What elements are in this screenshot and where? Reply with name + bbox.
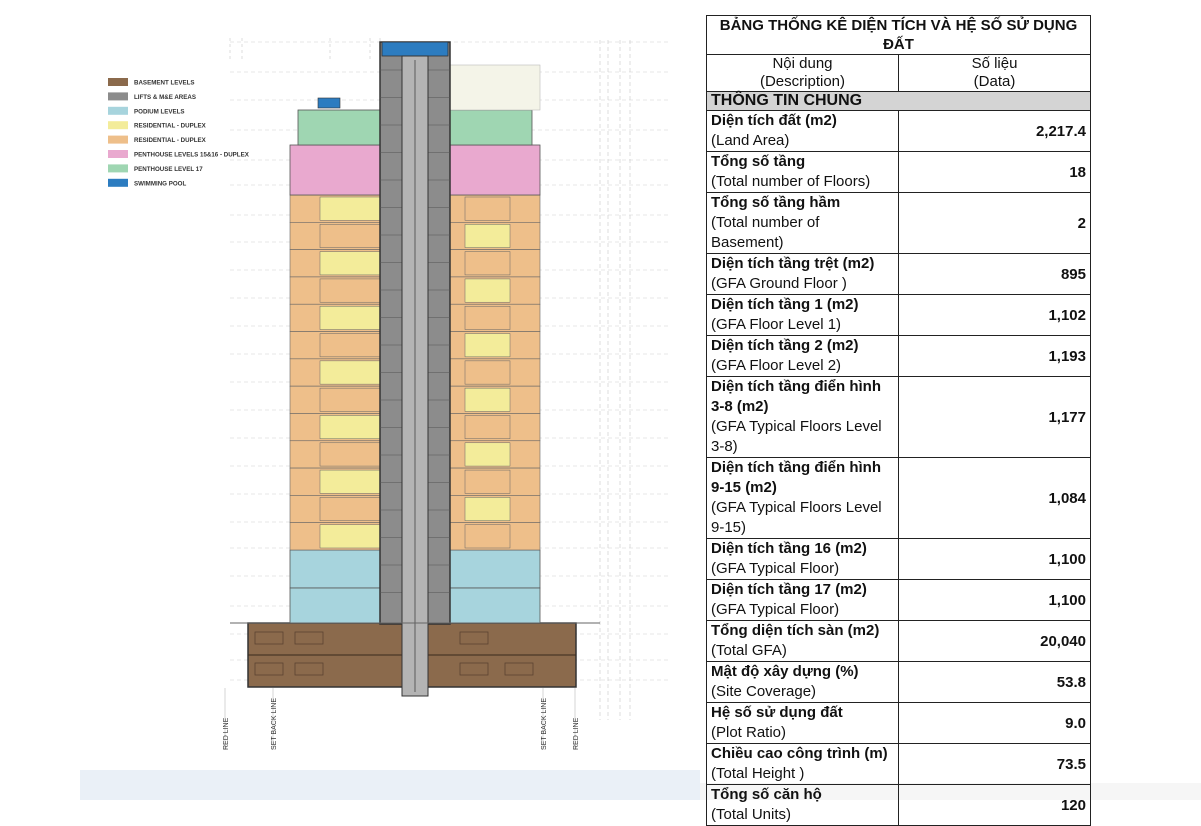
residential-unit-left (320, 443, 380, 466)
row-value: 1,100 (899, 580, 1091, 621)
row-label-en: (Plot Ratio) (711, 724, 787, 741)
residential-unit-right (465, 197, 510, 220)
penthouse-duplex-right (450, 145, 540, 195)
legend-swatch (108, 150, 128, 158)
row-label-en: (GFA Ground Floor ) (711, 275, 847, 292)
row-value: 895 (899, 254, 1091, 295)
row-value: 2,217.4 (899, 111, 1091, 152)
legend-label: LIFTS & M&E AREAS (134, 93, 196, 101)
residential-unit-right (465, 525, 510, 548)
row-description (707, 111, 899, 152)
residential-unit-right (465, 497, 510, 520)
penthouse-duplex-left (290, 145, 380, 195)
legend-label: SWIMMING POOL (134, 180, 187, 188)
building-section-drawing (80, 20, 700, 770)
table-row (707, 193, 1091, 254)
table-row (707, 539, 1091, 580)
legend-swatch (108, 78, 128, 86)
podium-level-left (290, 550, 380, 588)
row-label-en: (GFA Typical Floors Level 3-8) (711, 418, 882, 455)
row-label-en: (Total Height ) (711, 765, 805, 782)
residential-unit-left (320, 497, 380, 520)
row-label-vi: Diện tích tầng 17 (m2) (711, 581, 867, 598)
row-label-vi: Tổng số căn hộ (711, 786, 822, 803)
residential-unit-left (320, 361, 380, 384)
color-legend (108, 78, 250, 187)
table-title-row (707, 16, 1091, 55)
table-row (707, 377, 1091, 458)
residential-unit-right (465, 334, 510, 357)
statistics-table (706, 15, 1091, 826)
residential-unit-left (320, 252, 380, 275)
residential-unit-left (320, 197, 380, 220)
row-value: 2 (899, 193, 1091, 254)
residential-unit-left (320, 334, 380, 357)
table-row (707, 662, 1091, 703)
residential-unit-right (465, 279, 510, 302)
residential-unit-left (320, 224, 380, 247)
header-data-en: (Data) (973, 73, 1016, 90)
bottom-strip (80, 770, 700, 800)
row-value: 20,040 (899, 621, 1091, 662)
row-label-vi: Tổng số tầng (711, 153, 806, 170)
residential-unit-right (465, 306, 510, 329)
legend-label: PENTHOUSE LEVEL 17 (134, 165, 203, 173)
row-value: 1,193 (899, 336, 1091, 377)
legend-swatch (108, 121, 128, 129)
site-line-labels (223, 688, 580, 750)
row-value: 1,100 (899, 539, 1091, 580)
row-value: 18 (899, 152, 1091, 193)
row-description (707, 458, 899, 539)
row-value: 73.5 (899, 744, 1091, 785)
legend-label: PENTHOUSE LEVELS 15&16 - DUPLEX (134, 151, 249, 159)
podium-level-right (450, 588, 540, 623)
building-section (230, 42, 600, 696)
podium-level-right (450, 550, 540, 588)
header-content (707, 55, 899, 92)
table-row (707, 152, 1091, 193)
residential-unit-right (465, 361, 510, 384)
residential-unit-left (320, 279, 380, 302)
row-label-en: (GFA Typical Floor) (711, 560, 840, 577)
row-label-en: (Land Area) (711, 132, 790, 149)
row-description (707, 377, 899, 458)
row-label-en: (Total GFA) (711, 642, 787, 659)
row-description (707, 621, 899, 662)
table-row (707, 580, 1091, 621)
row-value: 9.0 (899, 703, 1091, 744)
legend-label: BASEMENT LEVELS (134, 79, 195, 87)
legend-swatch (108, 92, 128, 100)
row-label-en: (Total number of Basement) (711, 214, 820, 251)
residential-unit-right (465, 388, 510, 411)
table-row (707, 254, 1091, 295)
row-description (707, 254, 899, 295)
row-description (707, 785, 899, 826)
row-description (707, 336, 899, 377)
row-label-en: (Total number of Floors) (711, 173, 871, 190)
row-label-vi: Diện tích tầng 2 (m2) (711, 337, 859, 354)
residential-unit-left (320, 306, 380, 329)
legend-label: PODIUM LEVELS (134, 108, 185, 116)
row-description (707, 193, 899, 254)
legend-swatch (108, 107, 128, 115)
roof-pool-tank (382, 42, 448, 56)
row-description (707, 539, 899, 580)
row-label-en: (GFA Typical Floor) (711, 601, 840, 618)
row-description (707, 580, 899, 621)
row-value: 1,177 (899, 377, 1091, 458)
penthouse-level-17-left (298, 110, 380, 145)
row-label-vi: Tổng diện tích sàn (m2) (711, 622, 880, 639)
row-label-en: (GFA Floor Level 1) (711, 316, 842, 333)
table-row (707, 703, 1091, 744)
row-value: 53.8 (899, 662, 1091, 703)
table-row (707, 111, 1091, 152)
row-description (707, 295, 899, 336)
site-line-label: SET BACK LINE (541, 697, 548, 750)
section-header: THÔNG TIN CHUNG (707, 92, 1091, 111)
residential-unit-right (465, 224, 510, 247)
legend-swatch (108, 164, 128, 172)
site-line-label: RED LINE (573, 717, 580, 750)
header-data-vi: Số liệu (971, 55, 1018, 72)
row-label-vi: Diện tích đất (m2) (711, 112, 837, 129)
table-row (707, 458, 1091, 539)
row-value: 1,102 (899, 295, 1091, 336)
penthouse-level-17-right (450, 110, 532, 145)
header-data (899, 55, 1091, 92)
row-label-en: (GFA Floor Level 2) (711, 357, 842, 374)
roof-terrace-right (450, 65, 540, 110)
row-description (707, 662, 899, 703)
legend-label: RESIDENTIAL - DUPLEX (134, 137, 206, 145)
row-label-en: (GFA Typical Floors Level 9-15) (711, 499, 882, 536)
table-header-row (707, 55, 1091, 92)
row-label-vi: Tổng số tầng hầm (711, 194, 841, 211)
residential-unit-left (320, 470, 380, 493)
residential-unit-right (465, 470, 510, 493)
residential-unit-right (465, 415, 510, 438)
row-label-vi: Hệ số sử dụng đất (711, 704, 843, 721)
legend-swatch (108, 179, 128, 187)
residential-unit-right (465, 252, 510, 275)
row-value: 1,084 (899, 458, 1091, 539)
row-description (707, 744, 899, 785)
row-label-vi: Mật độ xây dựng (%) (711, 663, 859, 680)
residential-unit-left (320, 415, 380, 438)
table-row (707, 744, 1091, 785)
table-row (707, 295, 1091, 336)
podium-level-left (290, 588, 380, 623)
section-row (707, 92, 1091, 111)
table-row (707, 621, 1091, 662)
residential-unit-right (465, 443, 510, 466)
legend-swatch (108, 136, 128, 144)
row-description (707, 703, 899, 744)
table-row (707, 336, 1091, 377)
site-line-label: SET BACK LINE (271, 697, 278, 750)
row-description (707, 152, 899, 193)
row-label-vi: Diện tích tầng điển hình 3-8 (m2) (711, 378, 881, 415)
legend-label: RESIDENTIAL - DUPLEX (134, 122, 206, 130)
row-label-vi: Chiều cao công trình (m) (711, 745, 888, 762)
table-title: BẢNG THỐNG KÊ DIỆN TÍCH VÀ HỆ SỐ SỬ DỤNG ĐẤT (707, 16, 1091, 55)
row-label-vi: Diện tích tầng trệt (m2) (711, 255, 875, 272)
row-value: 120 (899, 785, 1091, 826)
row-label-vi: Diện tích tầng 16 (m2) (711, 540, 867, 557)
swimming-pool-left (318, 98, 340, 108)
row-label-en: (Total Units) (711, 806, 792, 823)
residential-unit-left (320, 388, 380, 411)
row-label-vi: Diện tích tầng điển hình 9-15 (m2) (711, 459, 881, 496)
row-label-en: (Site Coverage) (711, 683, 817, 700)
table-row (707, 785, 1091, 826)
header-content-en: (Description) (759, 73, 846, 90)
header-content-vi: Nội dung (772, 55, 833, 72)
site-line-label: RED LINE (223, 717, 230, 750)
residential-unit-left (320, 525, 380, 548)
row-label-vi: Diện tích tầng 1 (m2) (711, 296, 859, 313)
